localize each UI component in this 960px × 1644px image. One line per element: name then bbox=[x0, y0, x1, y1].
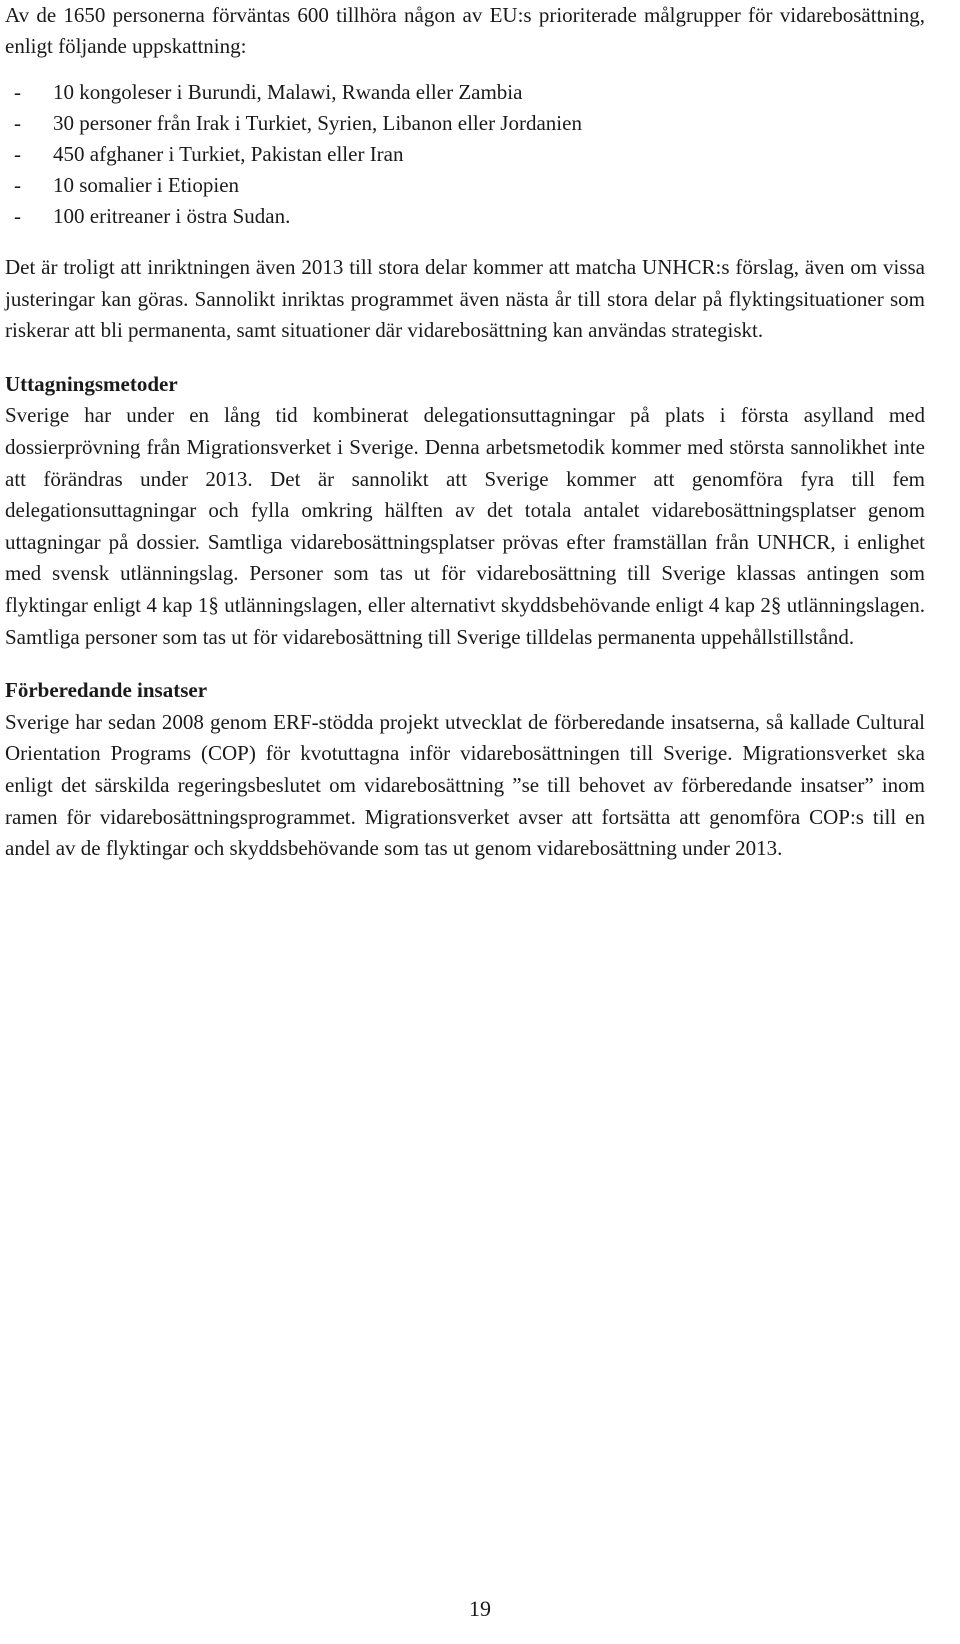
list-item-text: 10 kongoleser i Burundi, Malawi, Rwanda eller Zambia bbox=[53, 80, 523, 104]
section-body-uttagningsmetoder: Sverige har under en lång tid kombinerat delegationsuttagningar på plats i första asylland med dossierprövning från Migrationsverket i Sverige. Denna arbetsmetodik kommer med största sannolikhet inte att förändras under 2013. Det är sannolikt att Sverige kommer att genomföra fyra till fem delegationsuttagningar och fylla omkring hälften av det totala antalet vidarebosättningsplatser genom uttagningar på dossier. Samtliga vidarebosättningsplatser prövas efter framställan från UNHCR, i enlighet med svensk utlänningslag. Personer som tas ut för vidarebosättning till Sverige klassas antingen som flyktingar enligt 4 kap 1§ utlänningslagen, eller alternativt skyddsbehövande enligt 4 kap 2§ utlänningslagen. Samtliga personer som tas ut för vidarebosättning till Sverige tilldelas permanenta uppehållstillstånd. bbox=[5, 403, 925, 649]
list-item-text: 10 somalier i Etiopien bbox=[53, 173, 240, 197]
list-item bbox=[5, 170, 925, 201]
list-item-text: 30 personer från Irak i Turkiet, Syrien, Libanon eller Jordanien bbox=[53, 111, 582, 135]
section-body-forberedande-insatser: Sverige har sedan 2008 genom ERF-stödda projekt utvecklat de förberedande insatserna, så kallade Cultural Orientation Programs (COP) för kvotuttagna inför vidarebosättningen till Sverige. Migrationsverket ska enligt det särskilda regeringsbeslutet om vidarebosättning ”se till behovet av förberedande insatser” inom ramen för vidarebosättningsprogrammet. Migrationsverket avser att fortsätta att genomföra COP:s till en andel av de flyktingar och skyddsbehövande som tas ut genom vidarebosättning under 2013. bbox=[5, 709, 925, 861]
list-dash: - bbox=[14, 173, 21, 197]
paragraph-inriktning: Det är troligt att inriktningen även 2013 till stora delar kommer att matcha UNHCR:s förslag, även om vissa justeringar kan göras. Sannolikt inriktas programmet även nästa år till stora delar på flyktingsituationer som riskerar att bli permanenta, samt situationer där vidarebosättning kan användas strategiskt. bbox=[5, 255, 925, 343]
list-item bbox=[5, 201, 925, 232]
list-item-text: 450 afghaner i Turkiet, Pakistan eller Iran bbox=[53, 142, 404, 166]
section-heading-uttagningsmetoder: Uttagningsmetoder bbox=[5, 371, 178, 396]
target-groups-list bbox=[5, 77, 925, 232]
list-dash: - bbox=[14, 142, 21, 166]
list-dash: - bbox=[14, 111, 21, 135]
list-item bbox=[5, 77, 925, 108]
section-heading-forberedande-insatser: Förberedande insatser bbox=[5, 678, 208, 703]
list-item bbox=[5, 139, 925, 170]
document-page bbox=[5, 0, 925, 865]
list-item-text: 100 eritreaner i östra Sudan. bbox=[53, 204, 291, 228]
list-dash: - bbox=[14, 204, 21, 228]
list-dash: - bbox=[14, 80, 21, 104]
list-item bbox=[5, 108, 925, 139]
intro-paragraph: Av de 1650 personerna förväntas 600 tillhöra någon av EU:s prioriterade målgrupper för vidarebosättning, enligt följande uppskattning: bbox=[5, 3, 925, 58]
page-number: 19 bbox=[469, 1596, 491, 1621]
